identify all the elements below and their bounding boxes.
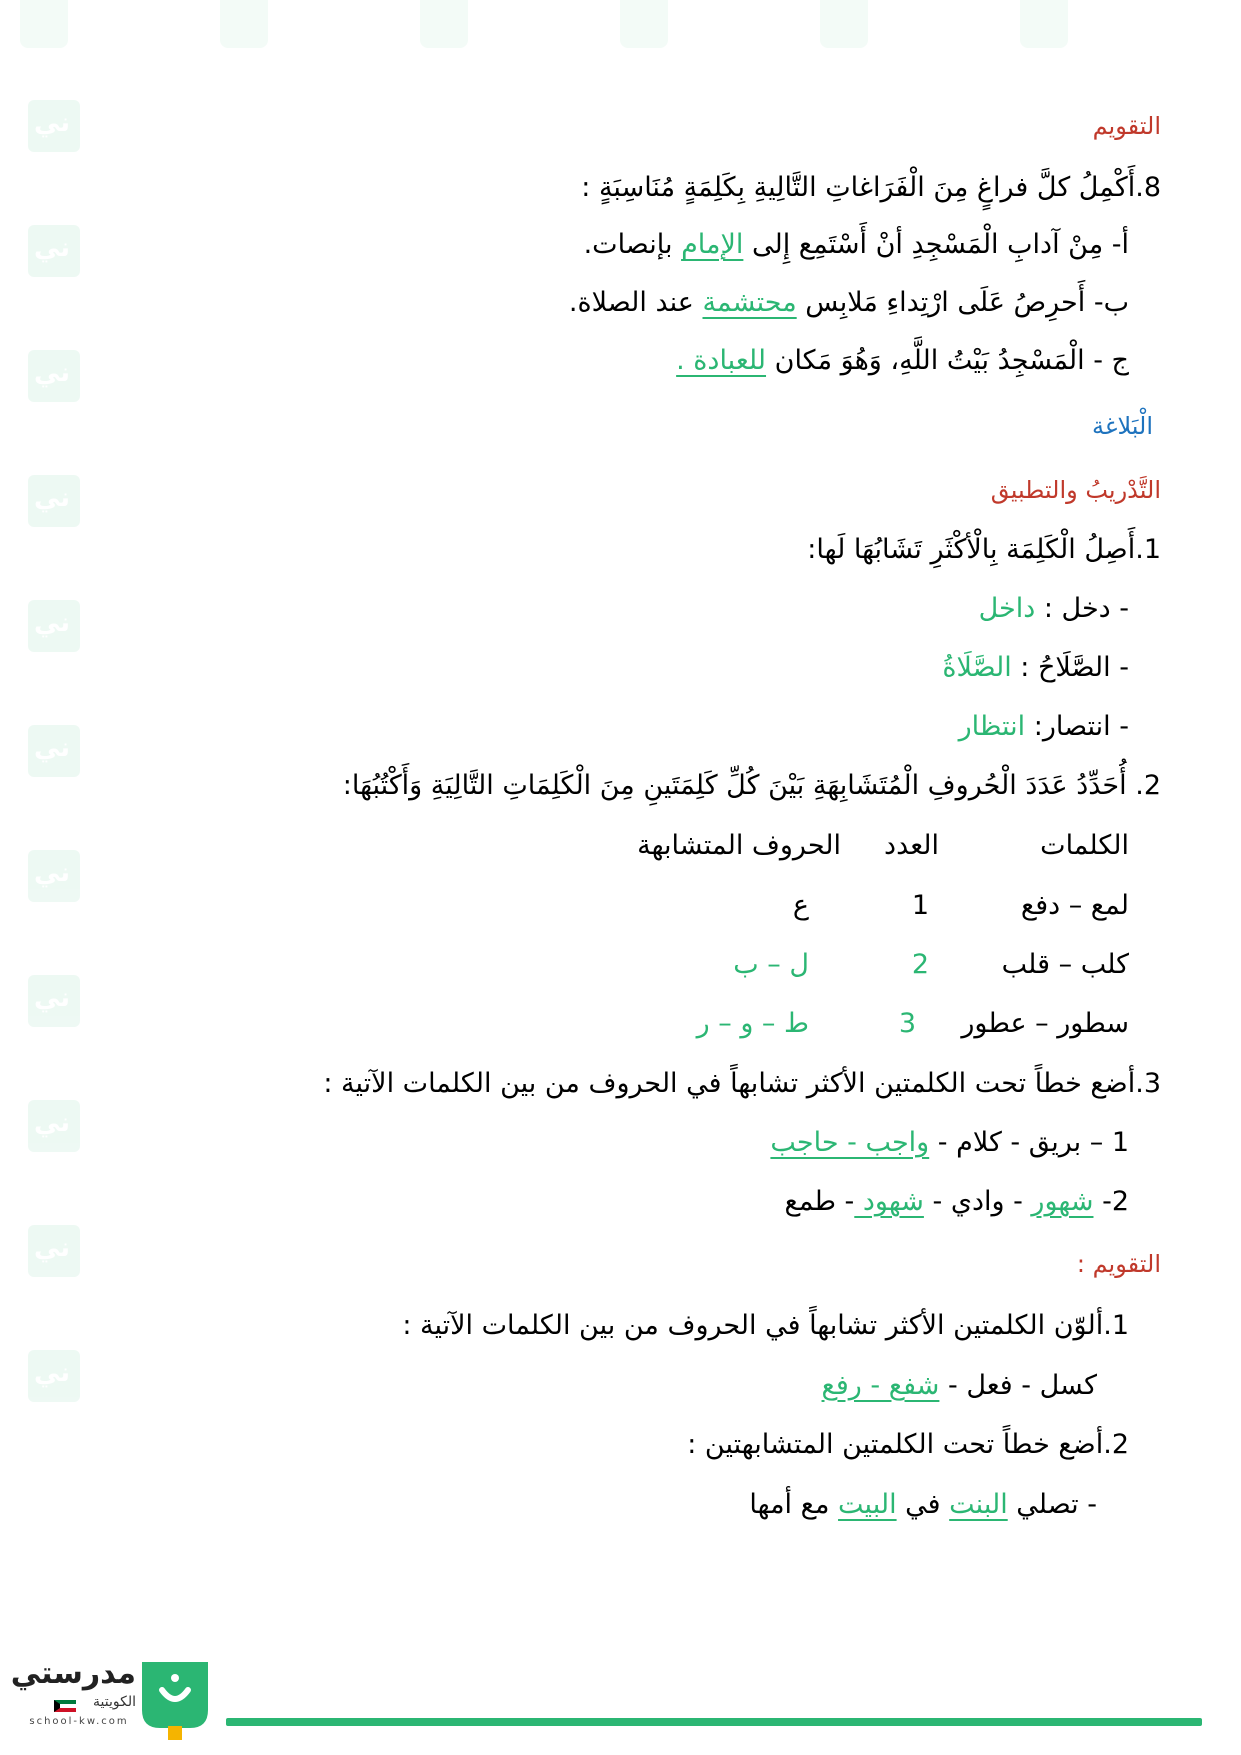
watermark-logo: ني [28,225,80,285]
answer-text: داخل [978,593,1036,624]
question-3 [323,1064,1161,1104]
section-heading-evaluation: التقويم [1092,112,1161,140]
answer-text: محتشمة [702,287,797,318]
item-text: أ- مِنْ آدابِ الْمَسْجِدِ أنْ أَسْتَمِع إِلى [743,229,1129,260]
section-heading-rhetoric: الْبَلاغة [1092,412,1153,440]
item-text: ج - الْمَسْجِدُ بَيْتُ اللَّهِ، وَهُوَ مَكان [766,345,1129,376]
question-number: 1. [1103,1310,1129,1341]
match-pair [942,648,1129,688]
fill-item-b [569,283,1129,323]
answer-text: الإمام [681,229,744,260]
table-cell-count: 3 [898,1008,916,1039]
word-list: 2- [1093,1186,1129,1217]
answer-text: شفع - رفع [821,1370,940,1401]
table-header-words: الكلمات [1040,830,1129,861]
watermark-logo [620,0,720,48]
watermark-logo: ني [28,100,80,160]
word-list: كسل - فعل - [939,1370,1097,1401]
eval-word-line [822,1366,1097,1406]
question-text: أَصِلُ الْكَلِمَة بِالْأكْثَرِ تَشَابُهَا لَها: [807,534,1136,565]
watermark-logo [420,0,520,48]
kuwait-flag-icon [54,1697,76,1709]
question-text: أُحَدِّدُ عَدَدَ الْحُروفِ الْمُتَشَابِهَةِ بَيْنَ كُلِّ كَلِمَتَينِ مِنَ الْكَلِمَاتِ التَّالِيَةِ وَأَكْتُبُهَا: [342,770,1136,801]
question-text: أضع خطاً تحت الكلمتين المتشابهتين : [687,1429,1104,1460]
answer-text: واجب - حاجب [770,1127,930,1158]
question-text: أَكْمِلُ كلَّ فراغٍ مِنَ الْفَرَاغاتِ التَّالِيةِ بِكَلِمَةٍ مُنَاسِبَةٍ : [581,172,1136,203]
eval-sentence [749,1485,1097,1525]
school-logo-subtitle: الكويتية [93,1694,136,1710]
table-cell-count: 2 [911,949,929,980]
question-2 [343,766,1161,806]
watermark-logo: ني [28,850,80,910]
answer-text: البيت [838,1489,897,1520]
sentence-text: مع أمها [749,1489,839,1520]
question-1 [807,530,1161,570]
fill-item-a [584,225,1129,265]
answer-text: شهور [1031,1186,1094,1217]
question-number: 1. [1135,534,1161,565]
table-header-letters: الحروف المتشابهة [637,830,841,861]
match-word: - الصَّلَاحُ : [1011,652,1129,683]
table-cell-count: 1 [911,890,929,921]
watermark-logo: ني [28,600,80,660]
answer-text: انتظار [958,711,1026,742]
watermark-logo [820,0,920,48]
item-text: عند الصلاة. [568,287,703,318]
table-cell-words: لمع – دفع [1020,890,1129,921]
watermark-logo: ني [28,1350,80,1410]
answer-text: للعبادة . [676,345,767,376]
sentence-text: - تصلي [1007,1489,1097,1520]
word-list: - وادي - [923,1186,1032,1217]
watermark-logo: ني [28,1100,80,1160]
table-cell-words: كلب – قلب [1001,949,1129,980]
question-number: 8. [1135,172,1161,203]
footer-bar [226,1718,1202,1726]
watermark-logo: ني [28,475,80,535]
school-logo-name: مدرستي [10,1656,136,1691]
question-number: 2. [1103,1429,1129,1460]
school-website-url[interactable]: school-kw.com [29,1716,129,1727]
table-cell-words: سطور – عطور [961,1008,1129,1039]
question-text: أضع خطاً تحت الكلمتين الأكثر تشابهاً في الحروف من بين الكلمات الآتية : [323,1068,1136,1099]
word-list: - طمع [784,1186,855,1217]
question-number: 3. [1135,1068,1161,1099]
table-cell-letters: ل – ب [733,949,809,980]
table-cell-letters: ط – و – ر [696,1008,809,1039]
match-pair [979,589,1129,629]
school-logo-icon [140,1662,210,1740]
section-heading-evaluation-2: التقويم : [1076,1250,1161,1278]
match-word: - دخل : [1035,593,1129,624]
word-line-1 [770,1123,1129,1163]
match-word: - انتصار: [1025,711,1129,742]
item-text: بإنصات. [583,229,682,260]
match-pair [959,707,1129,747]
question-text: ألوّن الكلمتين الأكثر تشابهاً في الحروف من بين الكلمات الآتية : [402,1310,1104,1341]
watermark-logo: ني [28,725,80,785]
answer-text: البنت [949,1489,1008,1520]
watermark-logo: ني [28,975,80,1035]
word-line-2 [784,1182,1129,1222]
eval-question-2 [687,1425,1129,1465]
item-text: ب- أَحرِصُ عَلَى ارْتِداءِ مَلابِس [796,287,1129,318]
question-number: 2. [1135,770,1161,801]
sentence-text: في [896,1489,950,1520]
question-8 [581,168,1161,208]
watermark-logo: ني [28,350,80,410]
table-header-count: العدد [884,830,939,861]
eval-question-1 [402,1306,1129,1346]
fill-item-c [676,341,1129,381]
watermark-logo [220,0,320,48]
word-list: 1 – بريق - كلام - [929,1127,1129,1158]
table-cell-letters: ع [792,890,809,921]
watermark-logo: ني [28,1225,80,1285]
watermark-logo [1020,0,1120,48]
answer-text: الصَّلَاةُ [942,652,1012,683]
section-heading-practice: التَّدْريبُ والتطبيق [990,476,1161,504]
answer-text: شهود [854,1186,924,1217]
watermark-logo [20,0,120,48]
